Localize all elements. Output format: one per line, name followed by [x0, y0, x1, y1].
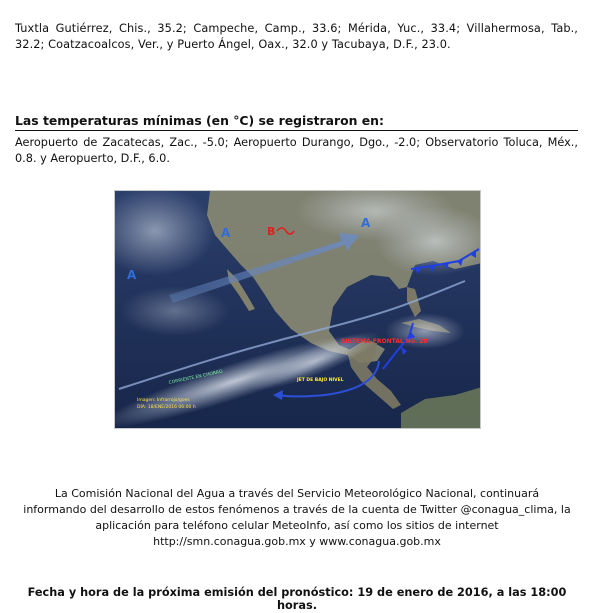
frontal-system-label: SISTEMA FRONTAL No. 28 [341, 338, 428, 345]
next-issue-line: Fecha y hora de la próxima emisión del pronóstico: 19 de enero de 2016, a las 18:00 horas. [27, 586, 567, 612]
min-temperatures-paragraph: Aeropuerto de Zacatecas, Zac., -5.0; Aeropuerto Durango, Dgo., -2.0; Observatorio Toluca, Méx., 0.8. y Aeropuerto, D.F., 6.0. [15, 136, 578, 165]
low-pressure-label: B [267, 225, 276, 238]
high-pressure-label-3: A [127, 268, 137, 282]
jet-stream-label: CORRIENTE EN CHORRO [168, 369, 224, 386]
high-pressure-label-1: A [221, 226, 231, 240]
low-level-jet-label: JET DE BAJO NIVEL [297, 378, 344, 383]
max-temperatures-paragraph: Tuxtla Gutiérrez, Chis., 35.2; Campeche, Camp., 33.6; Mérida, Yuc., 33.4; Villahermosa, Tab., 32.2; Coatzacoalcos, Ver., y Puerto Ángel, Oax., 32.0 y Tacubaya, D.F., 23.0. [15, 22, 578, 51]
image-legend-line-1: Imagen: Infrarrojo/goes [137, 398, 190, 403]
info-paragraph: La Comisión Nacional del Agua a través del Servicio Meteorológico Nacional, continuará informando del desarrollo de estos fenómenos a través de la cuenta de Twitter @conagua_clima, la aplicación para teléfono celular MeteoInfo, así como los sitios de internet http://smn.conagua.gob.mx y www.conagua.gob.mx [23, 487, 571, 548]
satellite-map-graphic [115, 191, 481, 429]
min-temperatures-heading: Las temperaturas mínimas (en °C) se registraron en: [15, 113, 578, 131]
high-pressure-label-2: A [361, 216, 371, 230]
satellite-map-image [114, 190, 481, 429]
image-legend-line-2: DÍA: 18/ENE/2016 06:00 h [137, 405, 196, 410]
